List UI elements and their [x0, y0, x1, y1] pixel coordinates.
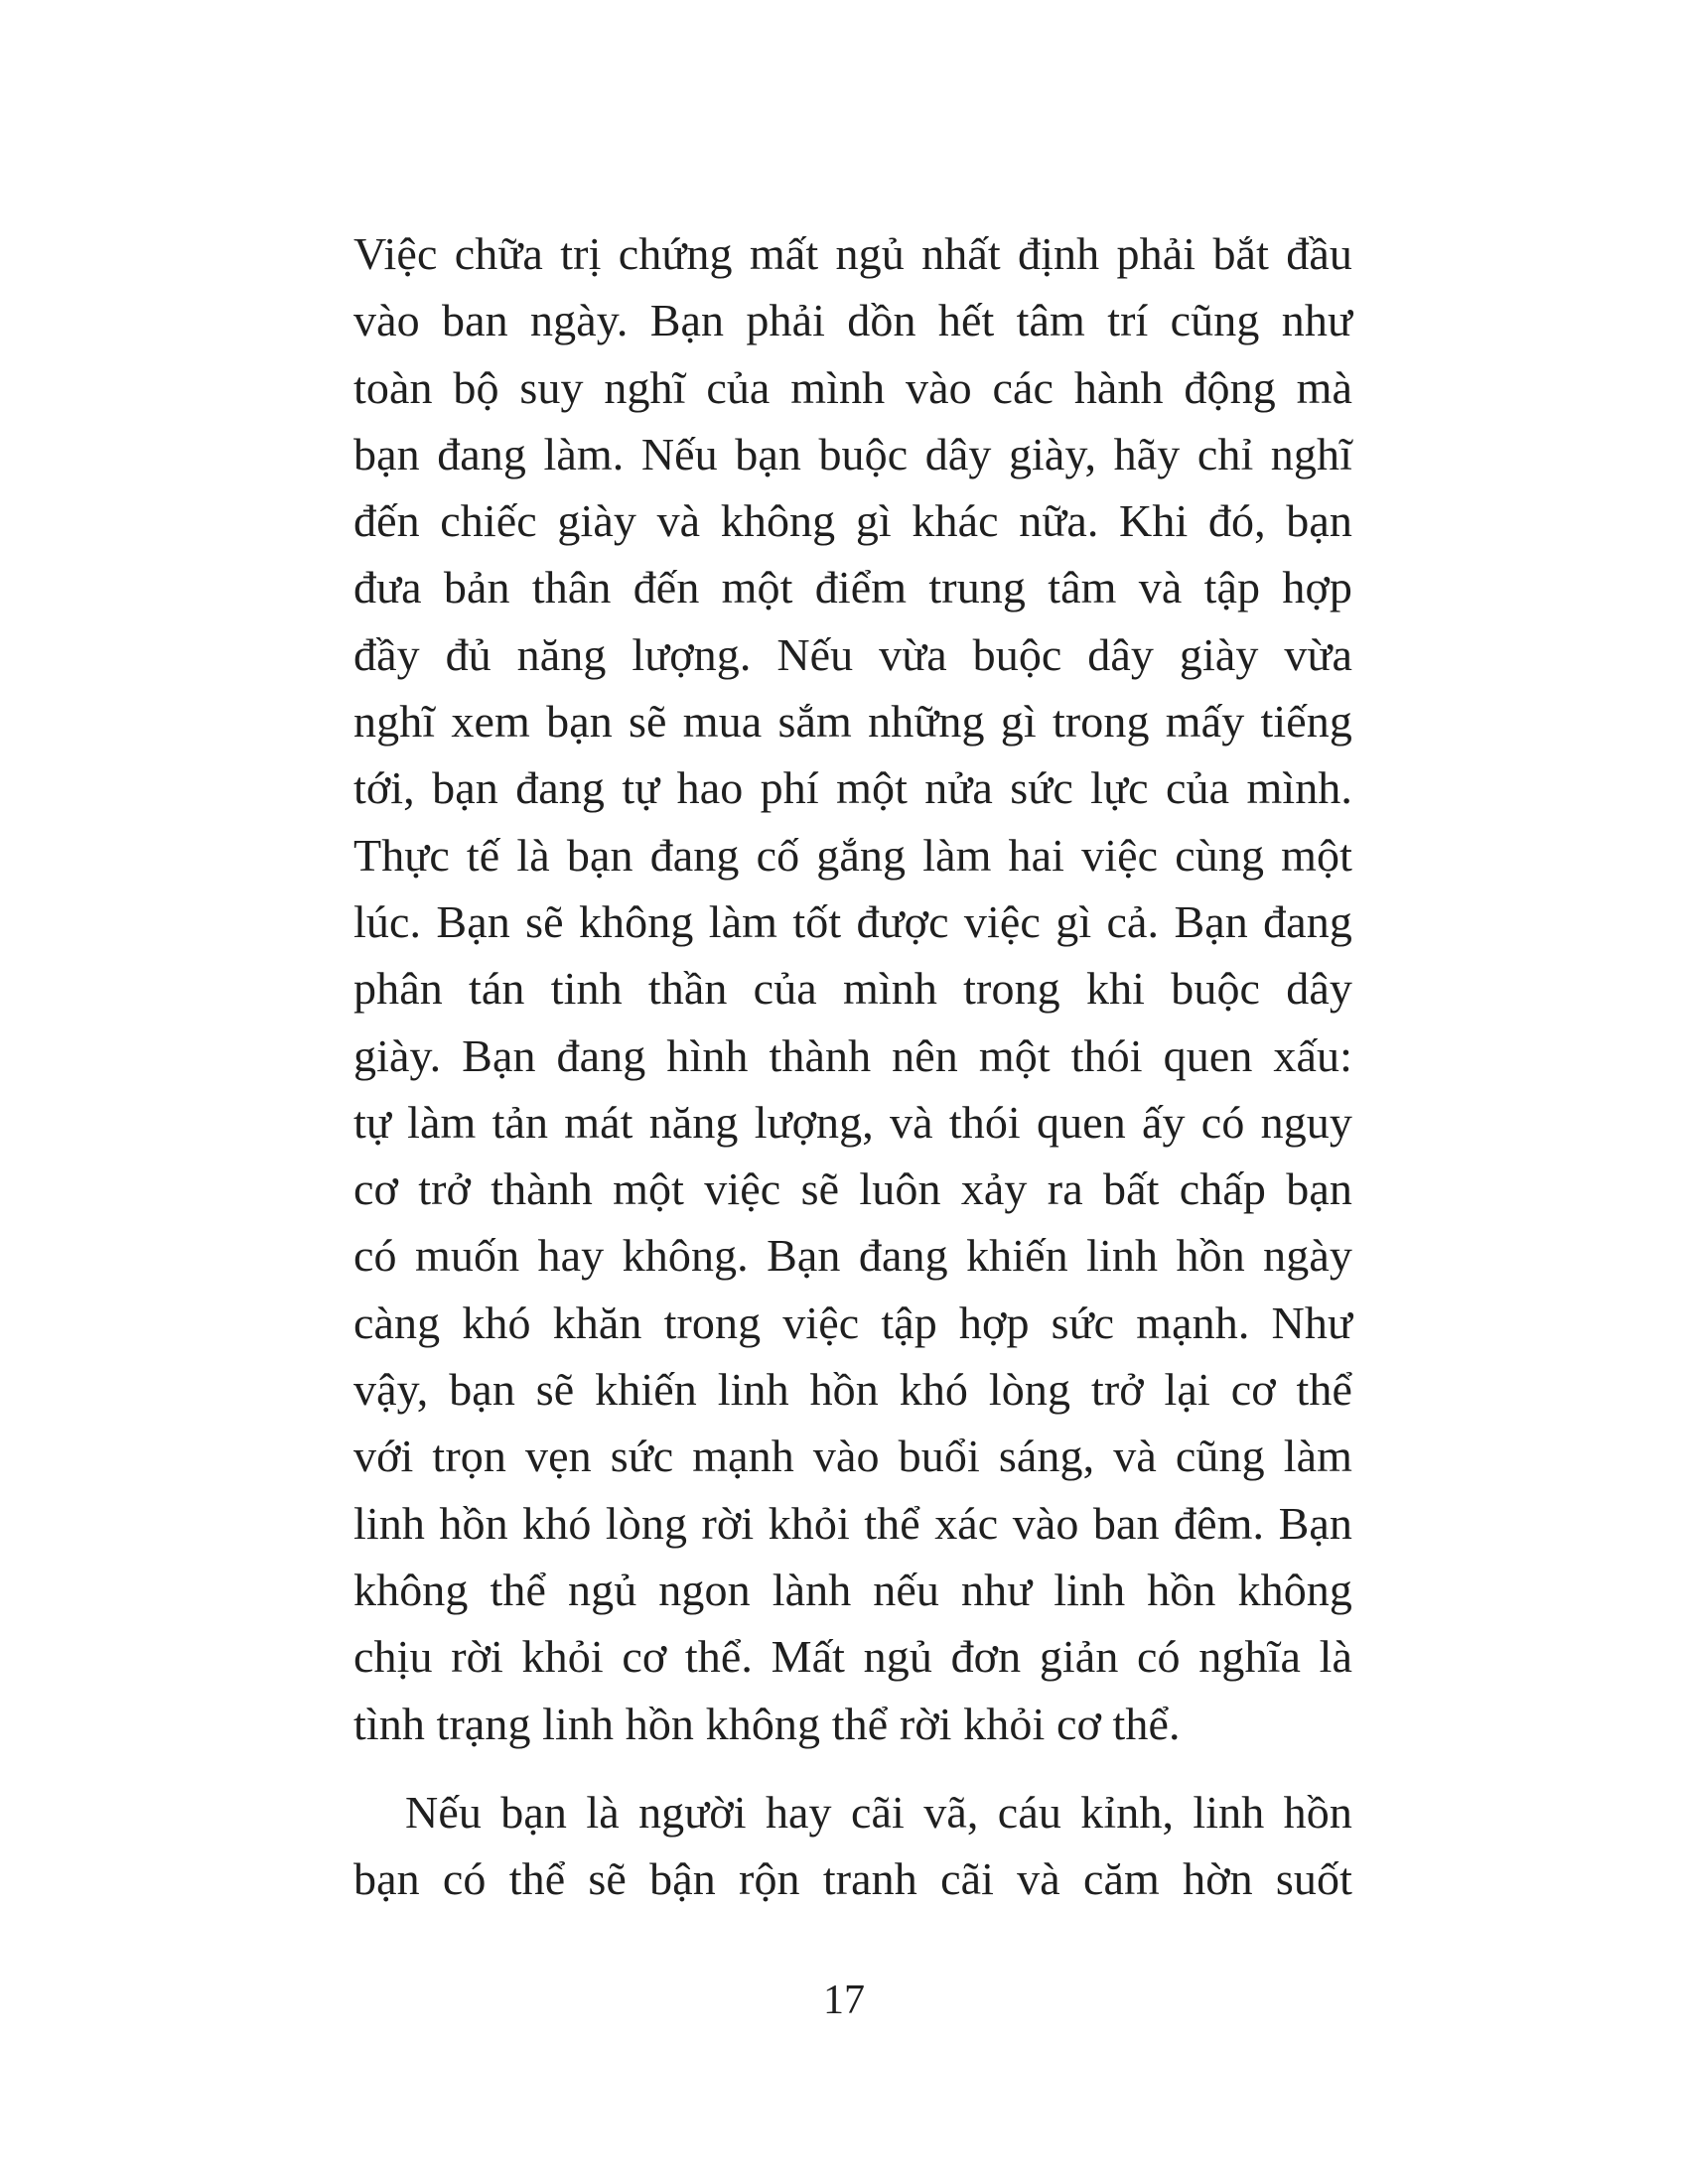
text-line: cơ trở thành một việc sẽ luôn xảy ra bất chấp bạn — [353, 1163, 1352, 1215]
text-line: vậy, bạn sẽ khiến linh hồn khó lòng trở lại cơ thể — [353, 1364, 1352, 1416]
text-line: tình trạng linh hồn không thể rời khỏi cơ thể. — [353, 1698, 1181, 1749]
text-line: giày. Bạn đang hình thành nên một thói quen xấu: — [353, 1029, 1352, 1081]
text-line: đầy đủ năng lượng. Nếu vừa buộc dây giày vừa — [353, 628, 1352, 680]
text-line: tự làm tản mát năng lượng, và thói quen ấy có nguy — [353, 1096, 1352, 1148]
text-line: Nếu bạn là người hay cãi vã, cáu kỉnh, linh hồn — [405, 1786, 1352, 1838]
text-line: chịu rời khỏi cơ thể. Mất ngủ đơn giản có nghĩa là — [353, 1631, 1352, 1683]
text-line: linh hồn khó lòng rời khỏi thể xác vào ban đêm. Bạn — [353, 1497, 1352, 1549]
text-line: toàn bộ suy nghĩ của mình vào các hành động mà — [353, 361, 1352, 413]
text-line: tới, bạn đang tự hao phí một nửa sức lực của mình. — [353, 762, 1352, 814]
text-line: đến chiếc giày và không gì khác nữa. Khi đó, bạn — [353, 495, 1352, 547]
text-line: có muốn hay không. Bạn đang khiến linh hồn ngày — [353, 1230, 1352, 1282]
text-line: vào ban ngày. Bạn phải dồn hết tâm trí cũng như — [353, 295, 1352, 346]
text-line: với trọn vẹn sức mạnh vào buổi sáng, và cũng làm — [353, 1431, 1352, 1482]
paragraph-1 — [353, 220, 1352, 1757]
text-line: đưa bản thân đến một điểm trung tâm và tập hợp — [353, 562, 1352, 614]
text-line: bạn đang làm. Nếu bạn buộc dây giày, hãy chỉ nghĩ — [353, 428, 1352, 479]
text-line: càng khó khăn trong việc tập hợp sức mạnh. Như — [353, 1297, 1352, 1348]
text-line: lúc. Bạn sẽ không làm tốt được việc gì cả. Bạn đang — [353, 895, 1352, 947]
text-line: Việc chữa trị chứng mất ngủ nhất định phải bắt đầu — [353, 228, 1352, 279]
text-line: bạn có thể sẽ bận rộn tranh cãi và căm hờn suốt — [353, 1853, 1352, 1905]
page-number: 17 — [823, 1978, 865, 2023]
text-line: nghĩ xem bạn sẽ mua sắm những gì trong mấy tiếng — [353, 696, 1352, 748]
paragraph-2 — [353, 1779, 1352, 1913]
body-text — [353, 220, 1352, 1912]
text-line: không thể ngủ ngon lành nếu như linh hồn không — [353, 1564, 1352, 1615]
text-line: Thực tế là bạn đang cố gắng làm hai việc cùng một — [353, 829, 1352, 881]
paragraph-gap — [353, 1757, 1352, 1779]
text-line: phân tán tinh thần của mình trong khi buộc dây — [353, 963, 1352, 1015]
